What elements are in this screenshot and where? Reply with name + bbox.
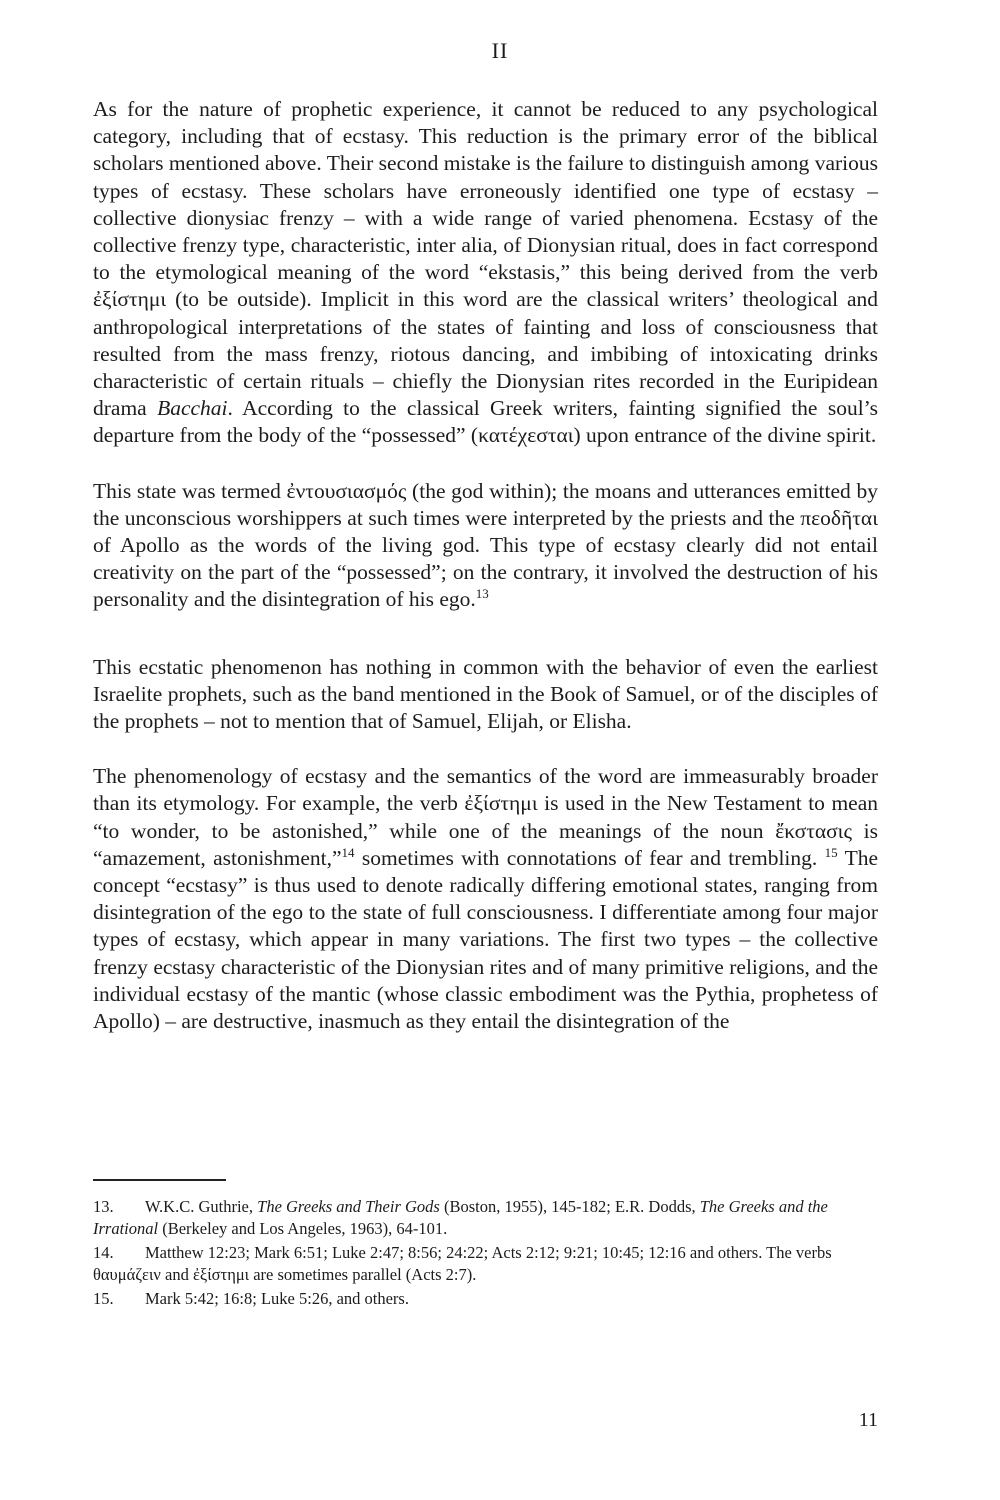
paragraph-1-text-a: As for the nature of prophetic experience, it cannot be reduced to any psychological category, including that of ecstasy. This reduction is the primary error of the biblical scholars mentioned above. Their second mistake is the failure to distinguish among various types of ecstasy. These scholars have erroneously identified one type of ecstasy – collective dionysiac frenzy – with a wide range of varied phenomena. Ecstasy of the collective frenzy type, characteristic, inter alia, of Dionysian ritual, does in fact correspond to the etymological meaning of the word “ekstasis,” this being derived from the verb ἐξίστημι (to be outside). Implicit in this word are the classical writers’ theological and anthropological interpretations of the states of fainting and loss of consciousness that resulted from the mass frenzy, riotous dancing, and imbibing of intoxicating drinks characteristic of certain rituals – chiefly the Dionysian rites recorded in the Euripidean drama <box>93 97 878 421</box>
paragraph-4-text-b: sometimes with connotations of fear and trembling. <box>354 845 825 870</box>
footnote-text: (Boston, 1955), 145-182; E.R. Dodds, <box>439 1197 700 1216</box>
footnote-title: The Greeks and Their Gods <box>257 1197 440 1216</box>
footnote-text: (Berkeley and Los Angeles, 1963), 64-101. <box>158 1219 448 1238</box>
footnote-ref-14[interactable]: 14 <box>341 844 355 860</box>
paragraph-2 <box>93 478 878 614</box>
paragraph-2-text: This state was termed ἐντουσιασμός (the god within); the moans and utterances emitted by the unconscious worshippers at such times were interpreted by the priests and the πεοδῆται of Apollo as the words of the living god. This type of ecstasy clearly did not entail creativity on the part of the “possessed”; on the contrary, it involved the destruction of his personality and the disintegration of his ego. <box>93 478 878 612</box>
paragraph-4-text-c: The concept “ecstasy” is thus used to denote radically differing emotional states, ranging from disintegration of the ego to the state of full consciousness. I differentiate among four major types of ecstasy, which appear in many variations. The first two types – the collective frenzy ecstasy characteristic of the Dionysian rites and of many primitive religions, and the individual ecstasy of the mantic (whose classic embodiment was the Pythia, prophetess of Apollo) – are destructive, inasmuch as they entail the disintegration of the <box>93 845 878 1034</box>
page-number: 11 <box>858 1409 878 1431</box>
paragraph-3: This ecstatic phenomenon has nothing in common with the behavior of even the earliest Israelite prophets, such as the band mentioned in the Book of Samuel, or of the disciples of the prophets – not to mention that of Samuel, Elijah, or Elisha. <box>93 654 878 734</box>
paragraph-4-text-a: The phenomenology of ecstasy and the semantics of the word are immeasurably broader than its etymology. For example, the verb ἐξίστημι is used in the New Testament to mean “to wonder, to be astonished,” while one of the meanings of the noun ἔκστασις is “amazement, astonishment,” <box>93 764 878 870</box>
body-text <box>93 96 878 1063</box>
footnote-number: 15. <box>93 1289 114 1308</box>
paragraph-1 <box>93 96 878 450</box>
footnote-13 <box>93 1196 878 1240</box>
footnote-number: 14. <box>93 1243 114 1262</box>
footnote-ref-13[interactable]: 13 <box>475 586 489 602</box>
footnote-ref-15[interactable]: 15 <box>824 844 838 860</box>
footnote-text: W.K.C. Guthrie, <box>145 1197 258 1216</box>
paragraph-1-text-b: . According to the classical Greek writers, fainting signified the soul’s departure from the body of the “possessed” (κατέχεσται) upon entrance of the divine spirit. <box>93 396 879 448</box>
footnotes <box>93 1196 878 1312</box>
italic-title-bacchai: Bacchai <box>157 396 228 421</box>
footnote-14 <box>93 1242 878 1286</box>
section-heading: II <box>491 38 509 63</box>
paragraph-4 <box>93 763 878 1035</box>
footnote-divider <box>93 1179 226 1181</box>
footnote-text: Matthew 12:23; Mark 6:51; Luke 2:47; 8:56; 24:22; Acts 2:12; 9:21; 10:45; 12:16 and others. The verbs θαυμάζειν and ἐξίστημι are sometimes parallel (Acts 2:7). <box>93 1243 832 1284</box>
footnote-number: 13. <box>93 1197 114 1216</box>
footnote-title: The Greeks and the Irrational <box>93 1197 828 1238</box>
footnote-15 <box>93 1288 878 1310</box>
footnote-text: Mark 5:42; 16:8; Luke 5:26, and others. <box>145 1289 409 1308</box>
